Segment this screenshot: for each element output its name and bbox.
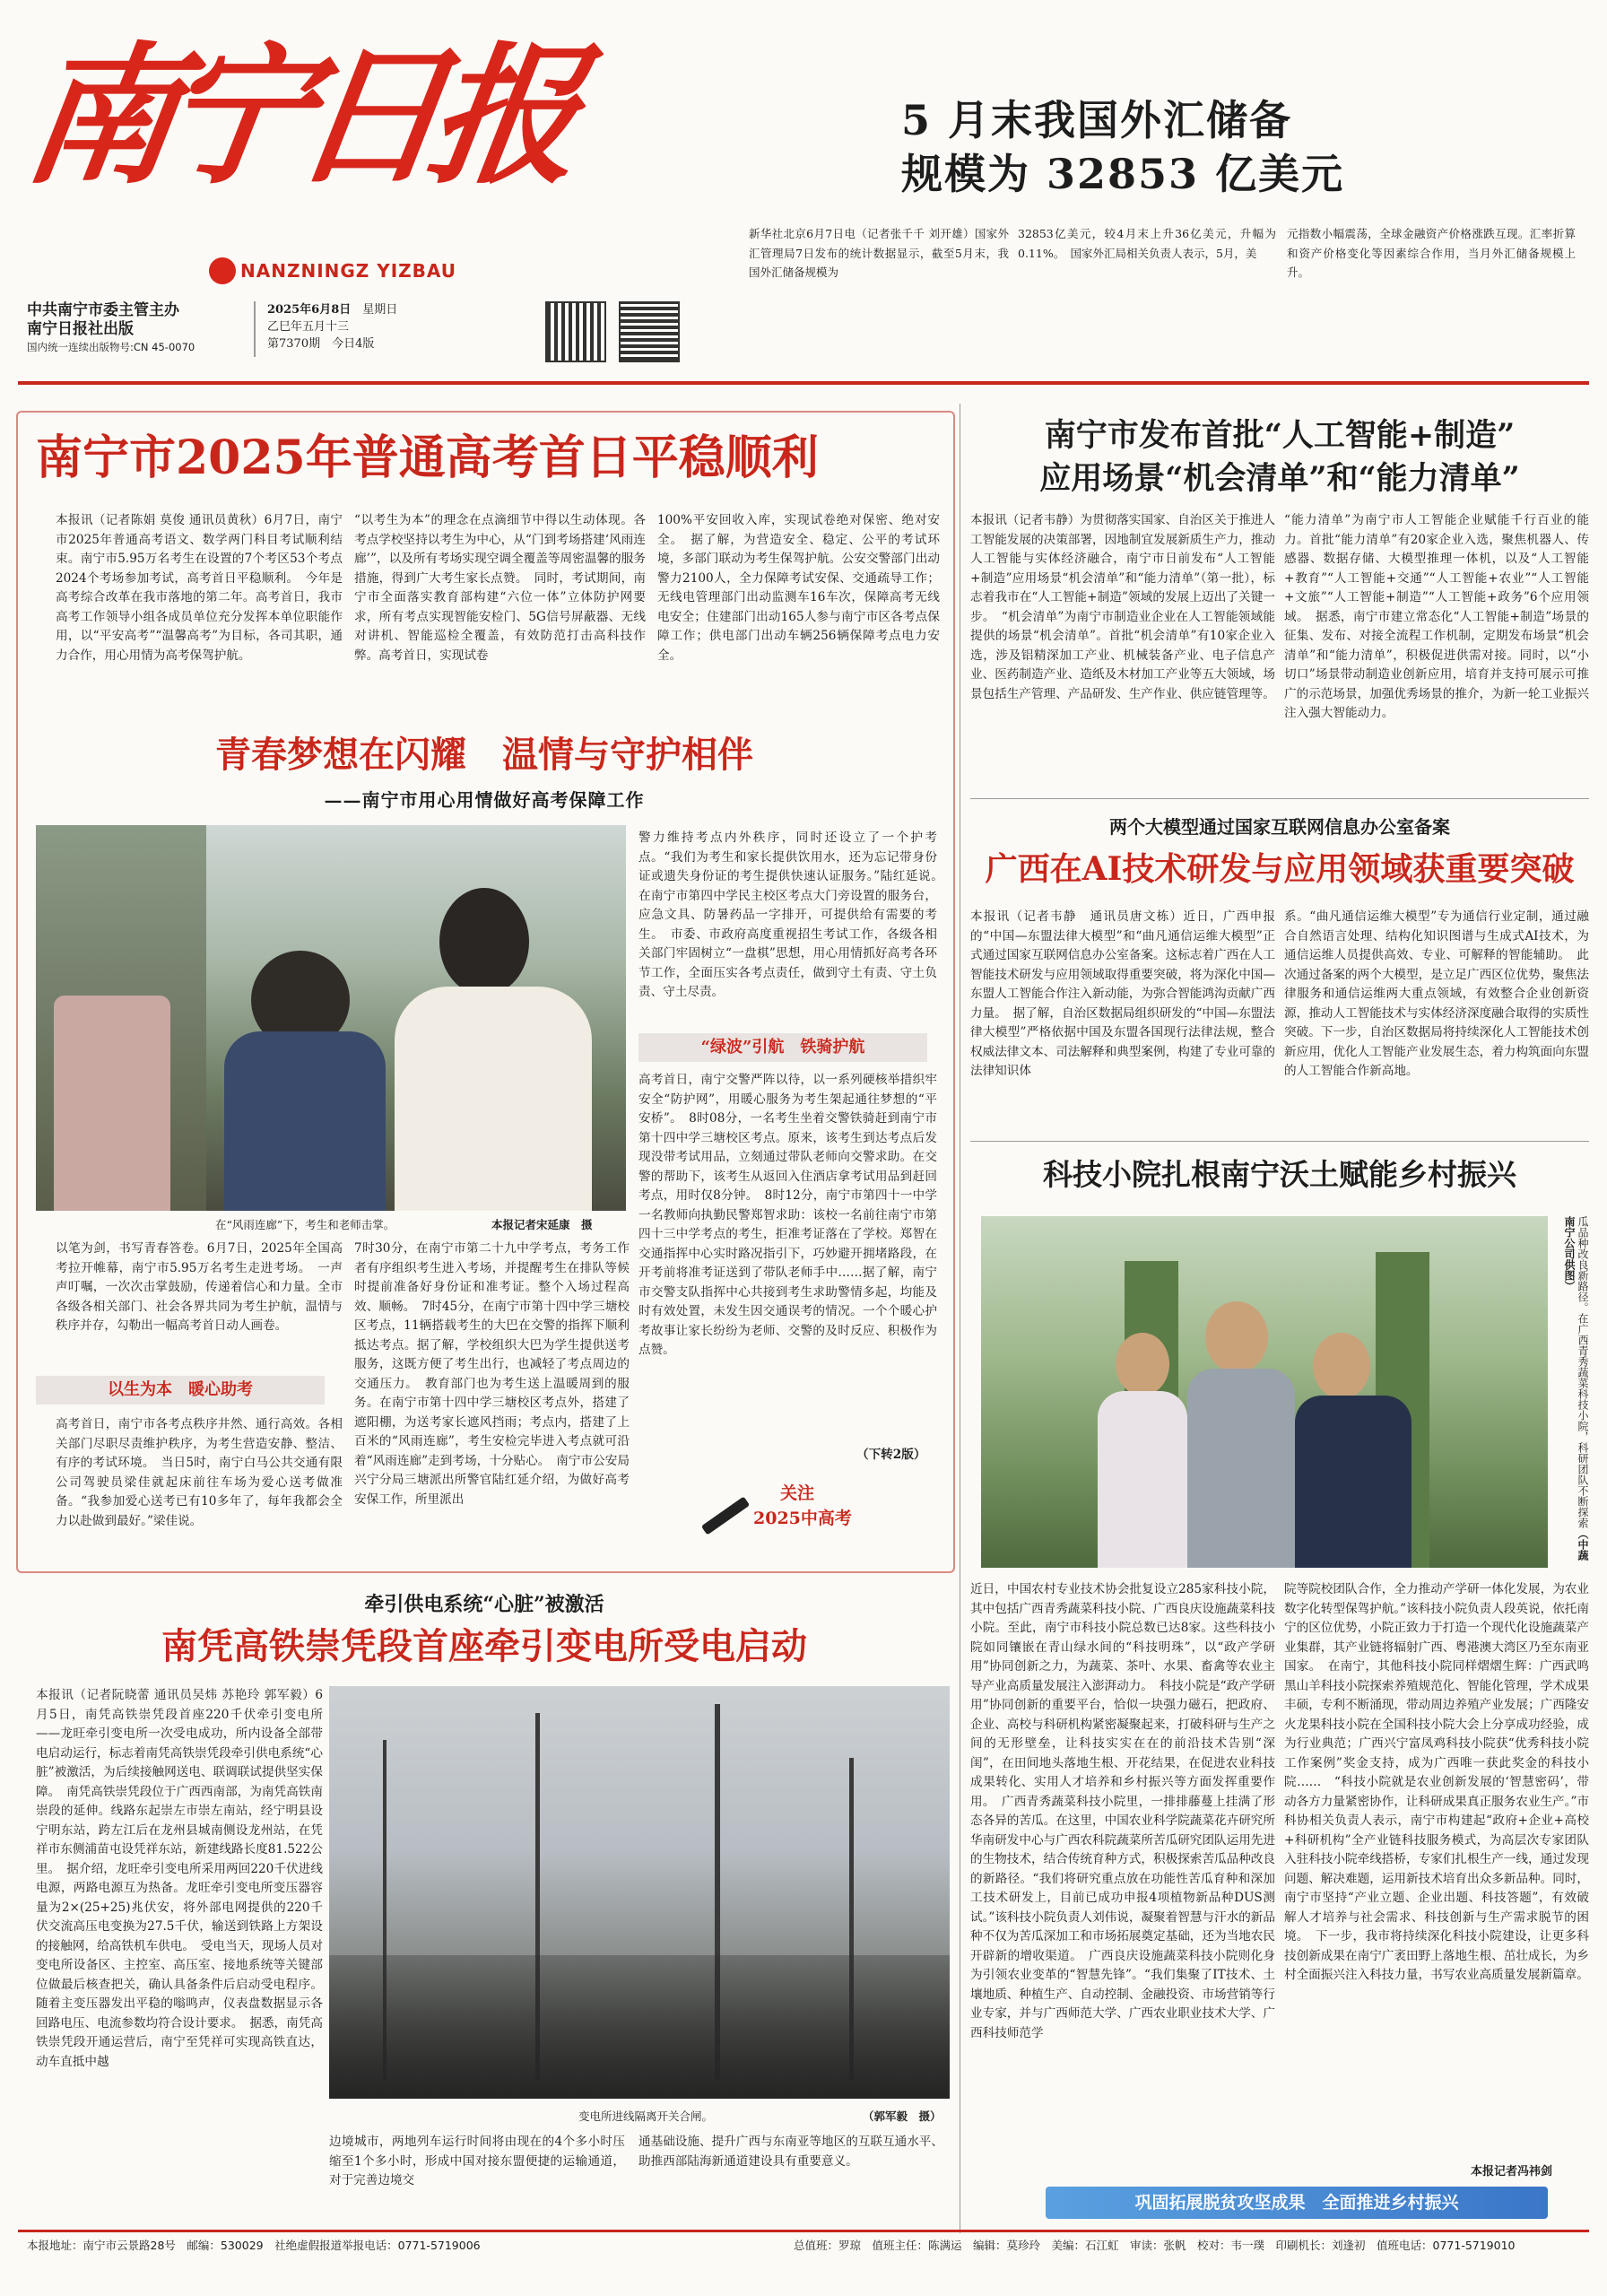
ai-col: “能力清单”为南宁市人工智能企业赋能千行百业的能力。首批“能力清单”有20家企业入选，聚焦机器人、传感器、数据存储、大模型推理一体机，以及“人工智能+教育”“人工智能+交通”“人工智能+农业”“人工智能+文旅”“人工智能+制造”“人工智能+政务”6个应用领域。 据悉，南宁市建立常态化“人工智能+制造”场景的征集、发布、对接全流程工作机制，定期发布场景“机会清单”和“能力清单”，积极促进供需对接。同时，以“小切口”场景带动制造业创新应用，培育并支持可展示可推广的示范场景，加强优秀场景的推介，为新一轮工业振兴注入强大智能动力。 [1284,513,1589,720]
train-bottom-col: 通基础设施、提升广西与东南亚等地区的互联互通水平、助推西部陆海新通道建设具有重要意义。 [638,2135,943,2169]
masthead [14,13,578,282]
lead-col: 100%平安回收入库，实现试卷绝对保密、绝对安全。 据了解，为营造安全、稳定、公平的考试环境，多部门联动为考生保驾护航。公安交警部门出动警力2100人，全力保障考试安保、交通疏导工作；无线电管理部门出动监测车16车次，保障高考无线电安全；住建部门出动165人参与南宁市区各考点保障工作；供电部门出动车辆256辆保障考点电力安全。 [657,513,940,663]
issue-pages: 今日4版 [332,337,375,351]
lead-col: “以考生为本”的理念在点滴细节中得以生动体现。各考点学校坚持以考生为中心，从“门到考场搭建‘风雨连廊’”，以及所有考场实现空调全覆盖等周密温馨的服务措施，得到广大考生家长点赞。 同时，考试期间，南宁市全面落实教育部构建“六位一体”立体防护网要求，所有考点实现智能安检门、5G信号屏蔽器、无线对讲机、智能巡检全覆盖，有效防范打击高科技作弊。高考首日，实现试卷 [354,513,646,663]
feature-bottom-col: 以笔为剑，书写青春答卷。6月7日，2025年全国高考拉开帷幕，南宁市5.95万名考生走进考场。 一声声叮嘱，一次次击掌鼓励，传递着信心和力量。全市各级各相关部门、社会各界共同为考生护航，温情与秩序并存，勾勒出一幅高考首日动人画卷。 [56,1241,343,1333]
lead-headline: 南宁市2025年普通高考首日平稳顺利 [36,430,819,485]
ai-col: 本报讯（记者韦静）为贯彻落实国家、自治区关于推进人工智能发展的决策部署，因地制宜发展新质生产力，推动人工智能与实体经济融合，南宁市日前发布“人工智能+制造”应用场景“机会清单”和“能力清单”（第一批），标志着我市在“人工智能+制造”领域的发展上迈出了关键一步。 “机会清单”为南宁市制造业企业在人工智能领域能提供的场景“机会清单”。首批“机会清单”有10家企业入选，涉及铝精深加工产业、机械装备产业、电子信息产业、医药制造产业、造纸及木材加工产业等五大领域，场景包括生产管理、产品研发、生产作业、供应链管理等。 [970,513,1275,701]
gx-col: 系。“曲凡通信运维大模型”专为通信行业定制，通过融合自然语言处理、结构化知识图谱与生成式AI技术，为通信运维人员提供高效、专业、可解释的智能辅助。 此次通过备案的两个大模型，是立足广西区位优势，聚焦法律服务和通信运维两大重点领域，有效整合企业创新资源，推动人工智能技术与实体经济深度融合取得的实质性突破。下一步，自治区数据局将持续深化人工智能技术创新应用，优化人工智能产业发展生态，着力构筑面向东盟的人工智能合作新高地。 [1284,909,1589,1078]
feature-photo [36,825,626,1211]
logo-mark [209,257,236,284]
section-bar: 以生为本 暖心助考 [36,1376,325,1405]
feature-photo-credit: 本报记者宋延康 摄 [491,1218,593,1231]
top-story-col: 32853亿美元，较4月末上升36亿美元，升幅为0.11%。 国家外汇局相关负责人表示，5月，美 [1018,227,1276,260]
publisher-line: 南宁日报社出版 [27,320,134,338]
issue-weekday: 星期日 [362,303,398,317]
publisher-line: 中共南宁市委主管主办 [27,301,179,319]
gx-headline: 广西在AI技术研发与应用领域获重要突破 [985,850,1575,888]
issue-info [267,301,536,352]
logo: 南宁日报 [14,27,578,204]
feature-right-col-2: 高考首日，南宁交警严阵以待，以一系列硬核举措织牢安全“防护网”，用暖心服务为考生架起通往梦想的“平安桥”。 8时08分，一名考生坐着交警铁骑赶到南宁市第十四中学三塘校区考点。原来，该考生到达考点后发现没带考试用品，立刻通过带队老师向交警求助。在交警的帮助下，该考生从返回入住酒店拿考试用品到赶回考点，用时仅8分钟。 8时12分，南宁市第四十一中学一名教师向执勤民警郑智求助：该校一名前往南宁市第四十三中学考点的考生，拒准考证落在了学校。郑智在交通指挥中心实时路况指引下，巧妙避开拥堵路段，在开考前将准考证送到了带队老师手中……据了解，南宁市交警支队指挥中心共接到考生求助警情多起，均能及时有效处置，未发生因交通误考的情况。一个个暖心护考故事让家长纷纷为老师、交警的及时反应、积极作为点赞。 [638,1073,937,1357]
cn-number: 国内统一连续出版物号:CN 45-0070 [27,341,195,353]
feature-headline: 青春梦想在闪耀 温情与守护相伴 [215,734,753,776]
feature-right-col: 警力维持考点内外秩序，同时还设立了一个护考点。“我们为考生和家长提供饮用水，还为忘记带身份证或遗失身份证的考生提供快速认证服务。”陆红延说。 在南宁市第四中学民主校区考点大门旁设置的服务台，应急文具、防暑药品一字排开，可提供给有需要的考生。 市委、市政府高度重视招生考试工作，各级各相关部门牢固树立“一盘棋”思想，用心用情抓好高考各环节工作，全面压实各考点责任，做到守土有责、守土负责、守土尽责。 [638,831,950,999]
ai-headline: 南宁市发布首批“人工智能+制造” 应用场景“机会清单”和“能力清单” [1039,417,1520,497]
issue-number: 第7370期 [267,337,321,351]
tech-col: 院等院校团队合作，全力推动产学研一体化发展，为农业数字化转型保驾护航。”该科技小院负责人段英说，依托南宁的区位优势，小院正致力于打造一个现代化设施蔬菜产业集群，其产业链将辐射广西、粤港澳大湾区乃至东南亚国家。 在南宁，其他科技小院同样熠熠生辉：广西武鸣黑山羊科技小院探索养殖规范化、智能化管理，学术成果丰硕，专利不断涌现，带动周边养殖产业发展；广西隆安火龙果科技小院在全国科技小院大会上分享成功经验，成为行业典范；广西兴宁富凤鸡科技小院获“优秀科技小院工作案例”奖金支持，成为广西唯一获此奖金的科技小院…… “科技小院就是农业创新发展的‘智慧密码’，带动各方力量紧密协作，让科研成果真正服务农业生产。”市科协相关负责人表示，南宁市构建起“政府+企业+高校+科研机构”全产业链科技服务模式，为高层次专家团队入驻科技小院牵线搭桥，专家们扎根生产一线，通过发现问题、解决难题，运用新技术培育出众多新品种。同时，南宁市坚持“产业立题、企业出题、科技答题”，有效破解人才培养与社会需求、科技创新与生产需求脱节的困境。 下一步，我市将持续深化科技小院建设，让更多科技创新成果在南宁广袤田野上落地生根、茁壮成长，为乡村全面振兴注入科技力量，书写农业高质量发展新篇章。 [1284,1582,1589,1982]
tech-side-caption: 瓜品种改良新路径。在广西青秀蔬菜科技小院，科研团队不断探索（中蔬南宁公司供图） [1563,1216,1589,1561]
lead-col: 本报讯（记者陈娟 莫俊 通讯员黄秋）6月7日，南宁市2025年普通高考语文、数学两门科目考试顺利结束。南宁市5.95万名考生在设置的7个考区53个考点2024个考场参加考试，高考首日平稳顺利。 今年是高考综合改革在我市落地的第二年。高考首日，我市高考工作领导小组各成员单位充分发挥本单位职能作用，以“平安高考”“温馨高考”为目标，各司其职，通力合作，用心用情为高考保驾护航。 [56,513,343,663]
top-story-col: 元指数小幅震荡，全球金融资产价格涨跌互现。汇率折算和资产价格变化等因素综合作用，当月外汇储备规模上升。 [1287,227,1576,279]
tech-photo [981,1216,1548,1568]
gx-kicker: 两个大模型通过国家互联网信息办公室备案 [1109,816,1450,838]
tech-credit: 本报记者冯祎剑 [1471,2165,1553,2179]
feature-bottom-col: 7时30分，在南宁市第二十九中学考点，考务工作者有序组织考生进入考场，并提醒考生在排队等候时提前准备好身份证和准考证。整个入场过程高效、顺畅。 7时45分，在南宁市第十四中学三塘校区考点，11辆搭载考生的大巴在交警的指挥下顺利抵达考点。据了解，学校组织大巴为学生提供送考服务，这既方便了考生出行，也减轻了考点周边的交通压力。 教育部门也为考生送上温暖周到的服务。在南宁市第十四中学三塘校区考点外，搭建了遮阳棚，为送考家长遮风挡雨；考点内，搭建了上百米的“风雨连廊”，考生安检完毕进入考点就可沿着“风雨连廊”走到考场，十分贴心。 南宁市公安局兴宁分局三塘派出所警官陆红延介绍，为做好高考安保工作，所里派出 [354,1241,630,1507]
tech-col: 近日，中国农村专业技术协会批复设立285家科技小院，其中包括广西青秀蔬菜科技小院、广西良庆设施蔬菜科技小院。至此，南宁市科技小院总数已达8家。这些科技小院如同镶嵌在青山绿水间的“科技明珠”，以“政产学研用”协同创新之力，为蔬菜、茶叶、水果、畜禽等农业主导产业高质量发展注入澎湃动力。 科技小院是“政产学研用”协同创新的重要平台，恰似一块强力磁石，把政府、企业、高校与科研机构紧密凝聚起来，打破科研与生产之间的无形壁垒，让科技实实在在的前沿技术告别“深闺”，在田间地头落地生根、开花结果，在促进农业科技成果转化、实用人才培养和乡村振兴等方面发挥重要作用。 广西青秀蔬菜科技小院里，一排排藤蔓上挂满了形态各异的苦瓜。在这里，中国农业科学院蔬菜花卉研究所华南研发中心与广西农科院蔬菜所苦瓜研究团队运用先进的生物技术，结合传统育种方式，积极探索苦瓜品种改良的新路径。“我们将研究重点放在功能性苦瓜育种和深加工技术研发上，目前已成功申报4项植物新品种DUS测试。”该科技小院负责人刘伟说，凝聚着智慧与汗水的新品种不仅为苦瓜深加工和市场拓展奠定基础，还为当地农民开辟新的增收渠道。 广西良庆设施蔬菜科技小院则化身为引领农业变革的“智慧先锋”。“我们集聚了IT技术、土壤地质、种植生产、自动控制、金融投资、市场营销等行业专家，并与广西师范大学、广西农业职业技术大学、广西科技师范学 [970,1582,1275,2040]
footer-address: 本报地址：南宁市云景路28号 邮编：530029 社绝虚假报道举报电话：0771-5719006 [27,2239,481,2252]
feature-subhead-bar: “绿波”引航 铁骑护航 [638,1033,927,1062]
footer-staff: 总值班：罗琼 值班主任：陈满运 编辑：莫珍玲 美编：石江虹 审读：张帆 校对：韦一璞 印刷机长：刘逢初 值班电话：0771-5719010 [794,2239,1516,2252]
top-story-col: 新华社北京6月7日电（记者张千千 刘开雄）国家外汇管理局7日发布的统计数据显示，截至5月末，我国外汇储备规模为 [749,227,1009,279]
train-photo-caption: 变电所进线隔离开关合闸。 [578,2109,714,2123]
train-left-col: 本报讯（记者阮晓蕾 通讯员吴炜 苏艳玲 郭军毅）6月5日，南凭高铁崇凭段首座220千伏牵引变电所——龙旺牵引变电所一次受电成功，所内设备全部带电启动运行，标志着南凭高铁崇凭段牵引供电系统“心脏”被激活，为后续接触网送电、联调联试提供坚实保障。 南凭高铁崇凭段位于广西西南部，为南凭高铁南崇段的延伸。线路东起崇左市崇左南站，经宁明县设宁明东站，跨左江后在龙州县城南侧设龙州站，在凭祥市东侧浦苗屯设凭祥东站，新建线路长度81.522公里。 据介绍，龙旺牵引变电所采用两回220千伏进线电源，两路电源互为热备。龙旺牵引变电所变压器容量为2×(25+25)兆伏安，将外部电网提供的220千伏交流高压电变换为27.5千伏，输送到铁路上方架设的接触网，给高铁机车供电。 受电当天，现场人员对变电所设备区、主控室、高压室、接地系统等关键部位做最后核查把关，确认具备条件后启动受电程序。随着主变压器发出平稳的嗡鸣声，仪表盘数据显示各回路电压、电流参数均符合设计要求。 据悉，南凭高铁崇凭段开通运营后，南宁至凭祥可实现高铁直达，动车直抵中越 [36,1688,323,2069]
train-headline: 南凭高铁崇凭段首座牵引变电所受电启动 [161,1625,807,1667]
feature-photo-caption: 在“风雨连廊”下，考生和老师击掌。 [215,1218,395,1231]
feature-bottom-col: 高考首日，南宁市各考点秩序井然、通行高效。各相关部门尽职尽责维护秩序，为考生营造安静、整洁、有序的考试环境。 当日5时，南宁白马公共交通有限公司驾驶员梁佳就起床前往车场为爱心送考做准备。“我参加爱心送考已有10多年了，每年我都会全力以赴做到最好。”梁佳说。 [56,1417,343,1528]
issue-date: 2025年6月8日 [267,303,352,317]
issue-lunar: 乙巳年五月十三 [267,320,350,334]
qr-code-icon [619,301,680,362]
train-photo-credit: （郭军毅 摄） [863,2109,942,2123]
feature-subhead: ——南宁市用心用情做好高考保障工作 [324,789,645,811]
qr-code-icon [545,301,606,362]
tech-headline: 科技小院扎根南宁沃土赋能乡村振兴 [1043,1157,1516,1192]
top-story-headline: 5 月末我国外汇储备 规模为 32853 亿美元 [901,96,1345,198]
logo-pinyin: NANZNINGZ YIZBAU [240,260,457,282]
train-kicker: 牵引供电系统“心脏”被激活 [364,1593,604,1616]
continued-note: （下转2版） [856,1448,926,1462]
focus-badge: 关注 2025中高考 [699,1480,897,1552]
train-photo [329,1686,950,2099]
gx-col: 本报讯（记者韦静 通讯员唐文栋）近日，广西申报的“中国—东盟法律大模型”和“曲凡通信运维大模型”正式通过国家互联网信息办公室备案。这标志着广西在人工智能技术研发与应用领域取得重要突破，将为深化中国—东盟人工智能合作注入新动能，为弥合智能鸿沟贡献广西力量。 据了解，自治区数据局组织研发的“中国—东盟法律大模型”严格依据中国及东盟各国现行法律法规，整合权威法律文本、司法解释和典型案例，构建了专业可靠的法律知识体 [970,909,1275,1078]
publisher-info [27,301,251,355]
train-bottom-col: 边境城市，两地列车运行时间将由现在的4个多小时压缩至1个多小时，形成中国对接东盟便捷的运输通道，对于完善边境交 [329,2135,625,2187]
pen-icon [701,1496,750,1535]
slogan-banner: 巩固拓展脱贫攻坚成果 全面推进乡村振兴 [1046,2187,1548,2219]
